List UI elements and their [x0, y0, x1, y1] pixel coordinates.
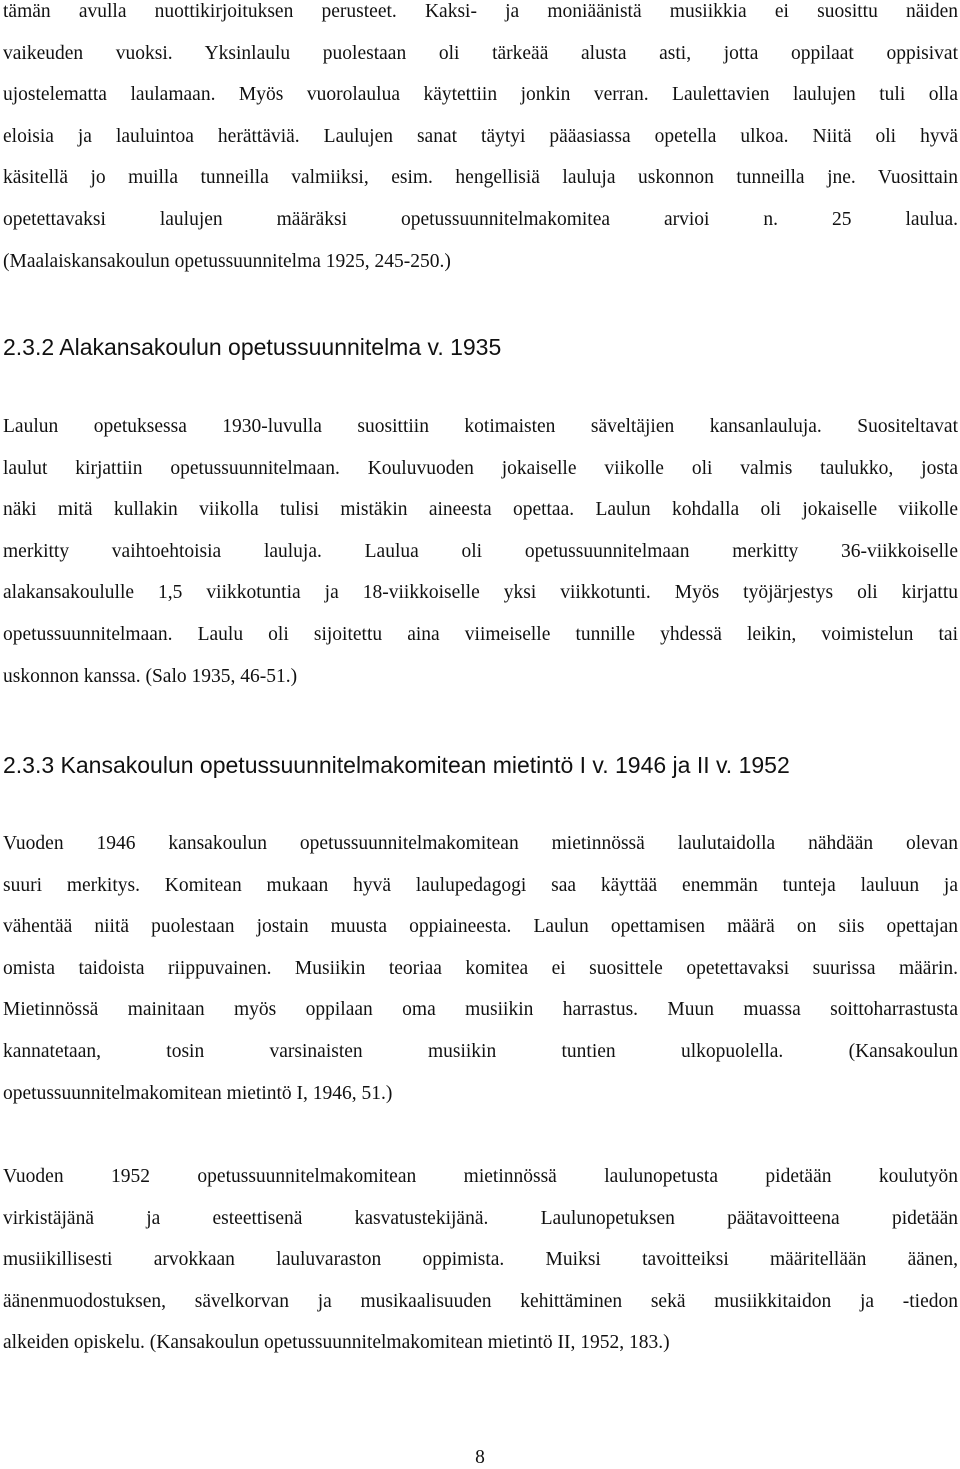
text-line: opetussuunnitelmakomitean mietintö I, 1946, 51.) — [3, 1082, 393, 1104]
section-heading-2-3-2: 2.3.2 Alakansakoulun opetussuunnitelma v. 1935 — [3, 334, 502, 360]
text-line: vähentää niitä puolestaan jostain muusta oppiaineesta. Laulun opettamisen määrä on siis opettajan — [3, 916, 958, 938]
text-line: tämän avulla nuottikirjoituksen perusteet. Kaksi- ja moniäänistä musiikkia ei suosittu näiden — [3, 1, 958, 22]
text-line: äänenmuodostuksen, sävelkorvan ja musikaalisuuden kehittäminen sekä musiikkitaidon ja -tiedon — [3, 1290, 958, 1312]
paragraph-committee-1952 — [3, 1156, 958, 1364]
text-line: eloisia ja lauluintoa herättäviä. Laulujen sanat täytyi pääasiassa opetella ulkoa. Niitä oli hyvä — [3, 125, 958, 147]
text-line: opetettavaksi laulujen määräksi opetussuunnitelmakomitea arvioi n. 25 laulua. — [3, 208, 958, 230]
text-line: käsitellä jo muilla tunneilla valmiiksi, esim. hengellisiä lauluja uskonnon tunneilla jne. Vuosittain — [3, 167, 958, 189]
paragraph-committee-1946 — [3, 823, 958, 1114]
text-line: alakansakoululle 1,5 viikkotuntia ja 18-viikkoiselle yksi viikkotunti. Myös työjärjestys oli kirjattu — [3, 582, 958, 604]
text-line: suuri merkitys. Komitean mukaan hyvä laulupedagogi saa käyttää enemmän tunteja lauluun ja — [3, 874, 958, 896]
text-line: omista taidoista riippuvainen. Musiikin teoriaa komitea ei suosittele opetettavaksi suurissa määrin. — [3, 957, 958, 979]
text-line: opetussuunnitelmaan. Laulu oli sijoitettu aina viimeiselle tunnille yhdessä leikin, voimistelun tai — [3, 623, 958, 645]
text-line: näki mitä kullakin viikolla tulisi mistäkin aineesta opettaa. Laulun kohdalla oli jokaiselle viikolle — [3, 499, 958, 521]
text-line: ujostelematta laulamaan. Myös vuorolaulua käytettiin jonkin verran. Laulettavien laulujen tuli olla — [3, 84, 958, 106]
paragraph-music-teaching-1925 — [3, 0, 958, 282]
section-heading-2-3-3: 2.3.3 Kansakoulun opetussuunnitelmakomitean mietintö I v. 1946 ja II v. 1952 — [3, 752, 790, 778]
text-line: (Maalaiskansakoulun opetussuunnitelma 1925, 245-250.) — [3, 250, 451, 272]
text-line: laulut kirjattiin opetussuunnitelmaan. Kouluvuoden jokaiselle viikolle oli valmis taulukko, josta — [3, 457, 958, 479]
text-line: alkeiden opiskelu. (Kansakoulun opetussuunnitelmakomitean mietintö II, 1952, 183.) — [3, 1332, 670, 1354]
paragraph-curriculum-1935 — [3, 406, 958, 697]
page-number: 8 — [475, 1447, 485, 1468]
text-line: virkistäjänä ja esteettisenä kasvatustekijänä. Laulunopetuksen päätavoitteena pidetään — [3, 1207, 958, 1229]
text-line: merkitty vaihtoehtoisia lauluja. Laulua oli opetussuunnitelmaan merkitty 36-viikkoiselle — [3, 540, 958, 562]
text-line: Mietinnössä mainitaan myös oppilaan oma musiikin harrastus. Muun muassa soittoharrastusta — [3, 999, 958, 1021]
text-line: Vuoden 1952 opetussuunnitelmakomitean mietinnössä laulunopetusta pidetään koulutyön — [3, 1166, 958, 1187]
text-line: Vuoden 1946 kansakoulun opetussuunnitelmakomitean mietinnössä laulutaidolla nähdään olevan — [3, 833, 958, 854]
text-line: uskonnon kanssa. (Salo 1935, 46-51.) — [3, 665, 298, 687]
text-line: kannatetaan, tosin varsinaisten musiikin tuntien ulkopuolella. (Kansakoulun — [3, 1040, 958, 1062]
text-line: vaikeuden vuoksi. Yksinlaulu puolestaan oli tärkeää alusta asti, jotta oppilaat oppisivat — [3, 42, 958, 64]
text-line: Laulun opetuksessa 1930-luvulla suosittiin kotimaisten säveltäjien kansanlauluja. Suositeltavat — [3, 416, 958, 437]
text-line: musiikillisesti arvokkaan lauluvaraston oppimista. Muiksi tavoitteiksi määritellään äänen, — [3, 1249, 958, 1271]
